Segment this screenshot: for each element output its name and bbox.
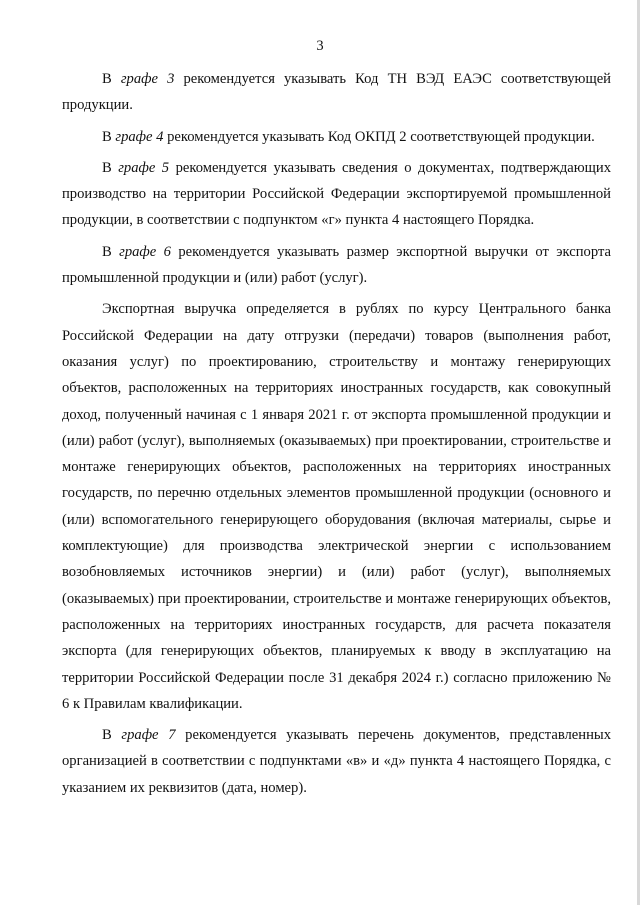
column-reference: графе 4 — [115, 128, 164, 145]
column-reference: графе 7 — [121, 727, 176, 744]
paragraph-export-revenue: Экспортная выручка определяется в рублях по курсу Центрального банка Российской Федерации на дату отгрузки (передачи) товаров (выполнения работ, оказания услуг) по проектированию, строительству и монтажу генерирующих объектов, расположенных на территориях иностранных государств, как совокупный доход, полученный начиная с 1 января 2021 г. от экспорта промышленной продукции и (или) работ (услуг), выполняемых (оказываемых) при проектировании, строительстве и монтаже генерирующих объектов, расположенных на территориях иностранных государств, по перечню отдельных элементов промышленной продукции (основного и (или) вспомогательного генерирующего оборудования (включая материалы, сырье и комплектующие) для производства электрической энергии с использованием возобновляемых источников энергии) и (или) работ (услуг), выполняемых (оказываемых) при проектировании, строительстве и монтаже генерирующих объектов, расположенных на территориях иностранных государств, для расчета показателя экспорта (для генерирующих объектов, планируемых к вводу в эксплуатацию на территории Российской Федерации после 31 декабря 2024 г.) согласно приложению № 6 к Правилам квалификации. — [62, 301, 611, 712]
paragraph-column-7 — [62, 722, 611, 801]
paragraph-column-3 — [62, 66, 611, 119]
page-number: 3 — [316, 38, 324, 54]
paragraph-lead: В — [102, 243, 120, 260]
paragraph-lead: В — [102, 71, 121, 87]
paragraph-column-4 — [62, 124, 611, 150]
paragraph-text: рекомендуется указывать перечень документов, представленных организацией в соответствии с подпунктами «в» и «д» пункта 4 настоящего Порядка, с указанием их реквизитов (дата, номер). — [62, 727, 612, 796]
column-reference: графе 3 — [120, 71, 175, 87]
paragraph-lead: В — [102, 159, 119, 176]
paragraph-text: рекомендуется указывать размер экспортной выручки от экспорта промышленной продукции и (или) работ (услуг). — [62, 243, 611, 287]
column-reference: графе 6 — [119, 243, 171, 260]
paragraph-lead: В — [102, 727, 122, 744]
paragraph-text: рекомендуется указывать сведения о документах, подтверждающих производство на территории Российской Федерации экспортируемой промышленной продукции, в соответствии с подпунктом «г» пункта 4 настоящего Порядка. — [62, 159, 611, 229]
paragraph-text: рекомендуется указывать Код ОКПД 2 соответствующей продукции. — [163, 128, 595, 145]
paragraph-lead: В — [102, 128, 116, 145]
paragraph-text: рекомендуется указывать Код ТН ВЭД ЕАЭС соответствующей продукции. — [62, 71, 611, 114]
document-body — [62, 66, 611, 806]
paragraph-column-6 — [62, 239, 611, 292]
column-reference: графе 5 — [118, 159, 170, 176]
paragraph-column-5 — [62, 155, 611, 234]
